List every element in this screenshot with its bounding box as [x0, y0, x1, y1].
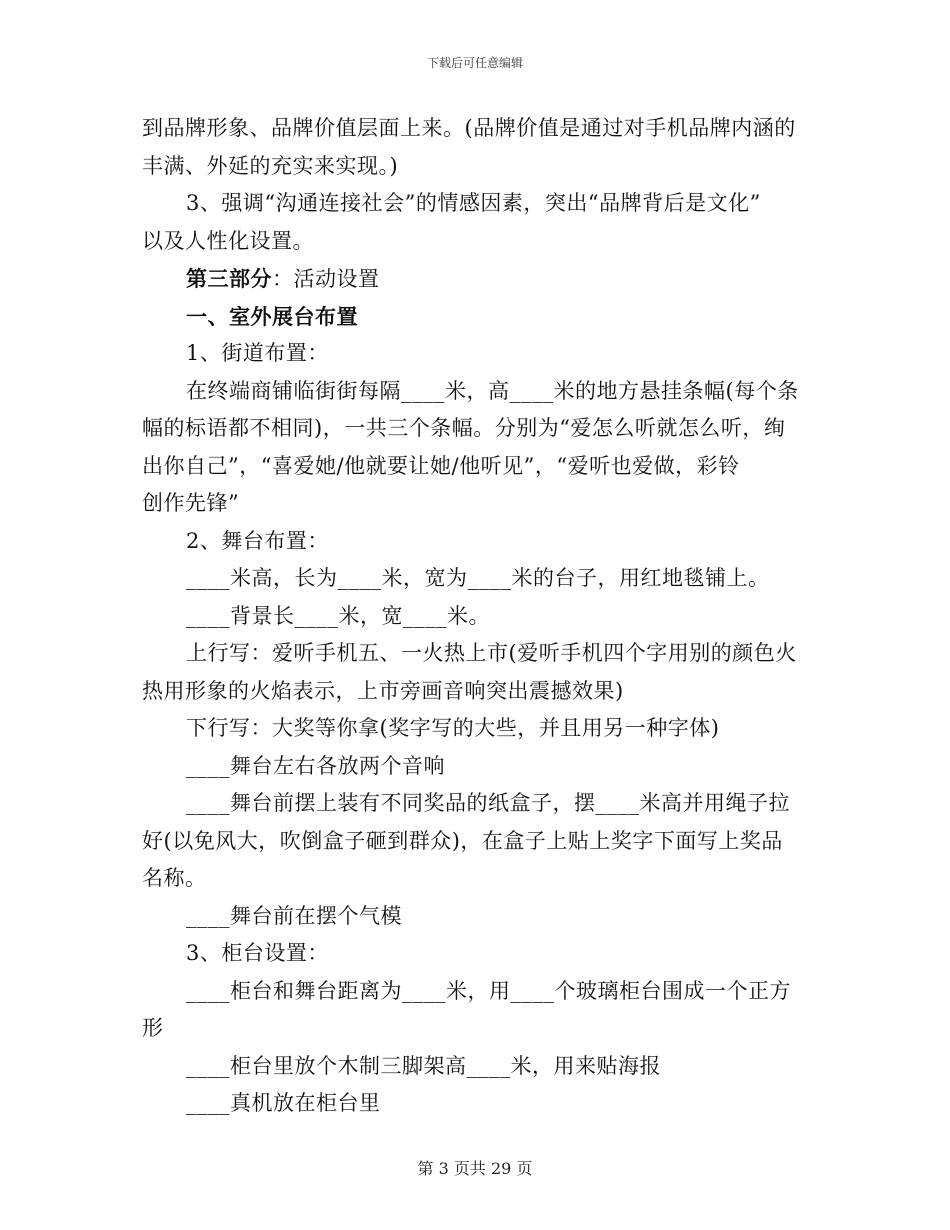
- text-line: ____米高，长为____米，宽为____米的台子，用红地毯铺上。: [186, 566, 770, 590]
- page-footer: 第 3 页共 29 页: [417, 1159, 533, 1178]
- text-line: 好(以免风大，吹倒盒子砸到群众)，在盒子上贴上奖字下面写上奖品: [142, 828, 783, 853]
- section-heading-rest: ：活动设置: [272, 267, 380, 291]
- text-line: ____柜台和舞台距离为____米，用____个玻璃柜台围成一个正方: [186, 978, 791, 1003]
- text-line: 幅的标语都不相同)，一共三个条幅。分别为“爱怎么听就怎么听，绚: [142, 416, 786, 440]
- text-line: ____舞台左右各放两个音响: [186, 753, 445, 778]
- text-line: 上行写：爱听手机五、一火热上市(爱听手机四个字用别的颜色火: [186, 641, 797, 665]
- section-heading: 第三部分: [186, 266, 272, 291]
- text-line: 出你自己”，“喜爱她/他就要让她/他听见”，“爱听也爱做，彩铃: [142, 453, 740, 478]
- text-line: 形: [142, 1016, 164, 1040]
- text-line: 1、街道布置：: [186, 341, 329, 365]
- text-line: 3、柜台设置：: [186, 941, 329, 965]
- text-line: 名称。: [142, 866, 207, 890]
- text-line: 热用形象的火焰表示，上市旁画音响突出震撼效果): [142, 678, 624, 703]
- text-line: ____舞台前摆上装有不同奖品的纸盒子，摆____米高并用绳子拉: [186, 791, 790, 815]
- text-line: 到品牌形象、品牌价值层面上来。(品牌价值是通过对手机品牌内涵的: [142, 116, 796, 140]
- text-line: ____舞台前在摆个气模: [186, 903, 402, 928]
- text-line: 2、舞台布置：: [186, 528, 329, 553]
- text-line: 下行写：大奖等你拿(奖字写的大些，并且用另一种字体): [186, 716, 720, 740]
- text-line: ____背景长____米，宽____米。: [186, 603, 490, 628]
- page-header: 下载后可任意编辑: [426, 56, 523, 70]
- text-line: 一、室外展台布置: [186, 303, 358, 329]
- text-line: 以及人性化设置。: [142, 228, 314, 253]
- text-line: ____柜台里放个木制三脚架高____米，用来贴海报: [186, 1053, 661, 1078]
- document-body: [142, 110, 808, 1123]
- text-line: 丰满、外延的充实来实现。): [142, 153, 399, 178]
- text-line: 在终端商铺临街街每隔____米，高____米的地方悬挂条幅(每个条: [186, 378, 799, 403]
- text-line: [142, 260, 808, 298]
- text-line: 3、强调“沟通连接社会”的情感因素，突出“品牌背后是文化”: [186, 191, 761, 215]
- text-line: ____真机放在柜台里: [186, 1091, 381, 1115]
- text-line: 创作先锋”: [142, 491, 240, 515]
